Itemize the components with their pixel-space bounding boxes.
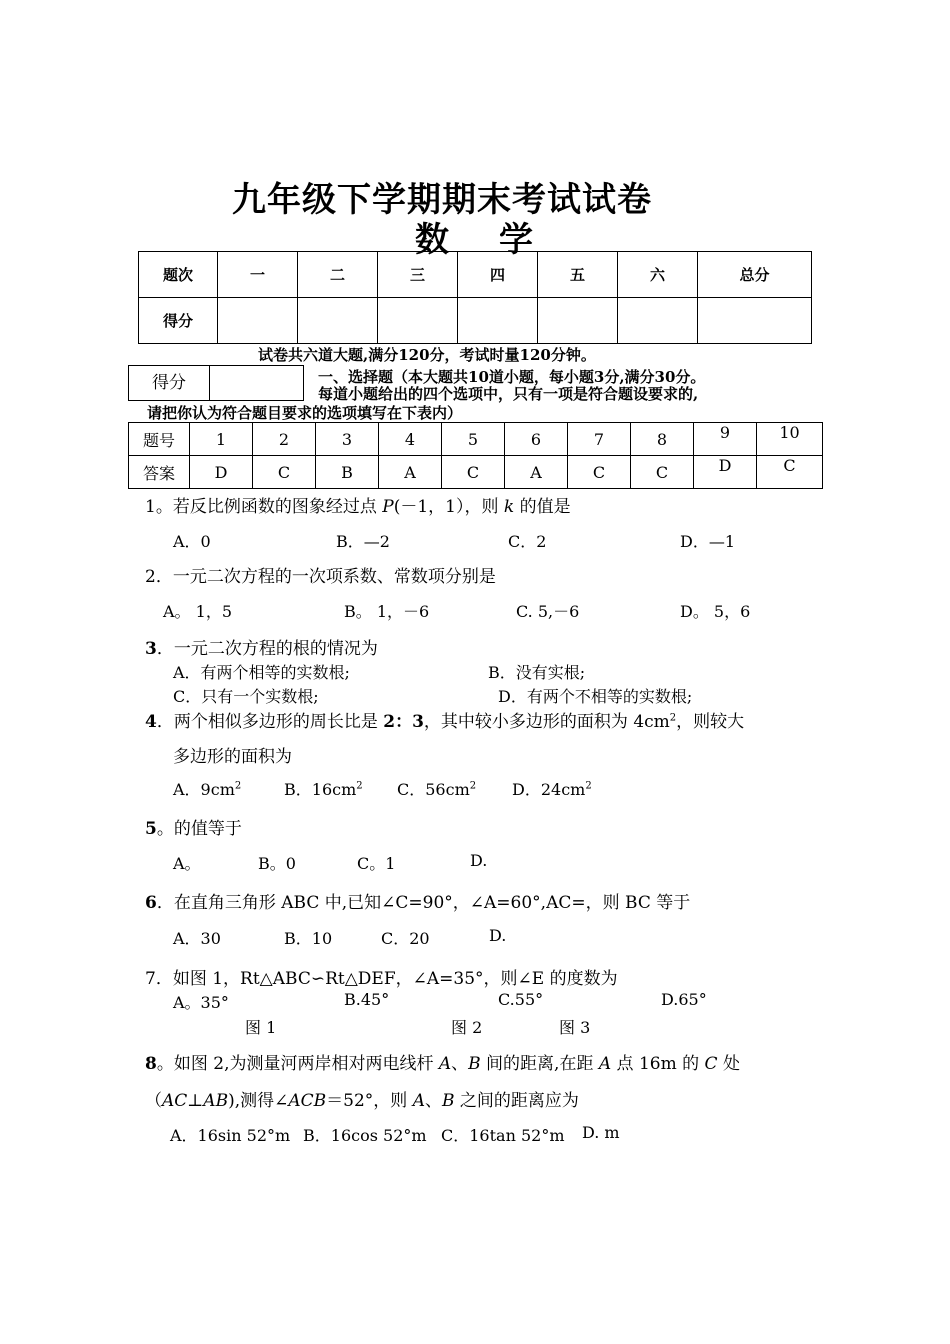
option-a: A．有两个相等的实数根; (173, 663, 350, 682)
answer-table-label: 答案 (129, 456, 190, 489)
option-b: B。 1，－6 (344, 602, 430, 621)
score-cell[interactable] (618, 298, 698, 344)
option-c: C．16tan 52°m (441, 1126, 565, 1145)
answer-cell: C (253, 456, 316, 489)
score-table (138, 251, 812, 344)
question-number: 3 (316, 423, 379, 456)
option-b: B.45° (344, 990, 390, 1009)
question-2: 2．一元二次方程的一次项系数、常数项分别是 (145, 567, 496, 587)
answer-cell: A (379, 456, 442, 489)
figure-label: 图 1 (245, 1018, 277, 1037)
answer-cell: C (568, 456, 631, 489)
question-number: 7 (568, 423, 631, 456)
section-instruction: 请把你认为符合题目要求的选项填写在下表内） (147, 404, 463, 422)
answer-cell: C (631, 456, 694, 489)
option-d: D．—1 (680, 532, 736, 551)
score-cell[interactable] (218, 298, 298, 344)
option-b: B．16cos 52°m (303, 1126, 427, 1145)
figure-label: 图 2 (451, 1018, 483, 1037)
question-number: 9 (694, 423, 757, 456)
option-b: B．$16cm^2$ (284, 780, 363, 799)
subject-char-1: 数 (415, 220, 449, 260)
section-score-box (128, 365, 304, 401)
question-number: 1 (190, 423, 253, 456)
option-c: C．只有一个实数根; (173, 687, 319, 706)
option-c: C．2 (508, 532, 547, 551)
answer-cell: A (505, 456, 568, 489)
answer-cell: C (442, 456, 505, 489)
score-table-header: 三 (378, 252, 458, 298)
option-a: A．$9cm^2$ (173, 780, 242, 799)
question-4-line2: 多边形的面积为 (173, 747, 292, 767)
option-d: D. (489, 926, 507, 945)
question-7: 7．如图 1，Rt△ABC∽Rt△DEF，∠A=35°，则∠E 的度数为 (145, 969, 618, 989)
question-4: 4．两个相似多边形的周长比是 2：3，其中较小多边形的面积为 $4cm^2$，则较大 (145, 712, 745, 732)
question-1: 1。若反比例函数的图象经过点 P(－1，1），则 k 的值是 (145, 497, 571, 517)
option-b: B．—2 (336, 532, 390, 551)
option-d: D. m (582, 1123, 620, 1142)
section-instruction: 每道小题给出的四个选项中，只有一项是符合题设要求的, (318, 385, 699, 403)
option-d: D。 5，6 (680, 602, 751, 621)
score-table-header: 六 (618, 252, 698, 298)
score-cell[interactable] (538, 298, 618, 344)
score-table-header: 题次 (139, 252, 218, 298)
option-b: B．10 (284, 929, 333, 948)
exam-title: 九年级下学期期末考试试卷 (232, 180, 652, 220)
score-row-label: 得分 (139, 298, 218, 344)
option-b: B．没有实根; (488, 663, 586, 682)
option-d: D.65° (661, 990, 707, 1009)
option-a: A。35° (173, 993, 229, 1012)
question-number: 10 (757, 423, 823, 456)
score-cell[interactable] (458, 298, 538, 344)
score-cell[interactable] (378, 298, 458, 344)
answer-cell: D (190, 456, 253, 489)
question-number: 8 (631, 423, 694, 456)
option-a: A．30 (173, 929, 221, 948)
score-cell[interactable] (298, 298, 378, 344)
subject-char-2: 学 (499, 220, 533, 260)
question-number: 2 (253, 423, 316, 456)
answer-cell: D (694, 456, 757, 489)
option-d: D．$24cm^2$ (512, 780, 592, 799)
option-a: A。 1，5 (163, 602, 233, 621)
question-number: 4 (379, 423, 442, 456)
section-heading: 一、选择题（本大题共10道小题，每小题3分,满分30分。 (318, 368, 706, 386)
score-table-header: 四 (458, 252, 538, 298)
question-3: 3．一元二次方程的根的情况为 (145, 639, 378, 659)
question-8: 8。如图 2,为测量河两岸相对两电线杆 A、B 间的距离,在距 A 点 16m 的 C 处 (145, 1054, 740, 1074)
option-d: D. (470, 851, 488, 870)
score-cell[interactable] (698, 298, 812, 344)
score-table-header: 总分 (698, 252, 812, 298)
score-table-header: 二 (298, 252, 378, 298)
option-c: C. 5,－6 (516, 602, 580, 621)
score-table-header: 一 (218, 252, 298, 298)
option-a: A。 (173, 854, 201, 873)
exam-note: 试卷共六道大题,满分120分，考试时量120分钟。 (258, 346, 596, 364)
option-a: A．0 (173, 532, 211, 551)
option-c: C．$56cm^2$ (397, 780, 477, 799)
option-c: C.55° (498, 990, 544, 1009)
option-d: D．有两个不相等的实数根; (498, 687, 693, 706)
answer-cell: B (316, 456, 379, 489)
option-a: A．16sin 52°m (170, 1126, 291, 1145)
option-c: C。1 (357, 854, 396, 873)
question-6: 6．在直角三角形 ABC 中,已知∠C=90°，∠A=60°,AC=，则 BC 等于 (145, 893, 691, 913)
score-table-header: 五 (538, 252, 618, 298)
question-number: 6 (505, 423, 568, 456)
answer-cell: C (757, 456, 823, 489)
figure-label: 图 3 (559, 1018, 591, 1037)
question-8-line2: （AC⊥AB),测得∠ACB＝52°，则 A、B 之间的距离应为 (145, 1091, 579, 1111)
question-number: 5 (442, 423, 505, 456)
option-c: C．20 (381, 929, 430, 948)
option-b: B。0 (258, 854, 296, 873)
answer-table-label: 题号 (129, 423, 190, 456)
section-score-label: 得分 (129, 366, 210, 400)
answer-table (128, 422, 823, 489)
question-5: 5。的值等于 (145, 819, 242, 839)
